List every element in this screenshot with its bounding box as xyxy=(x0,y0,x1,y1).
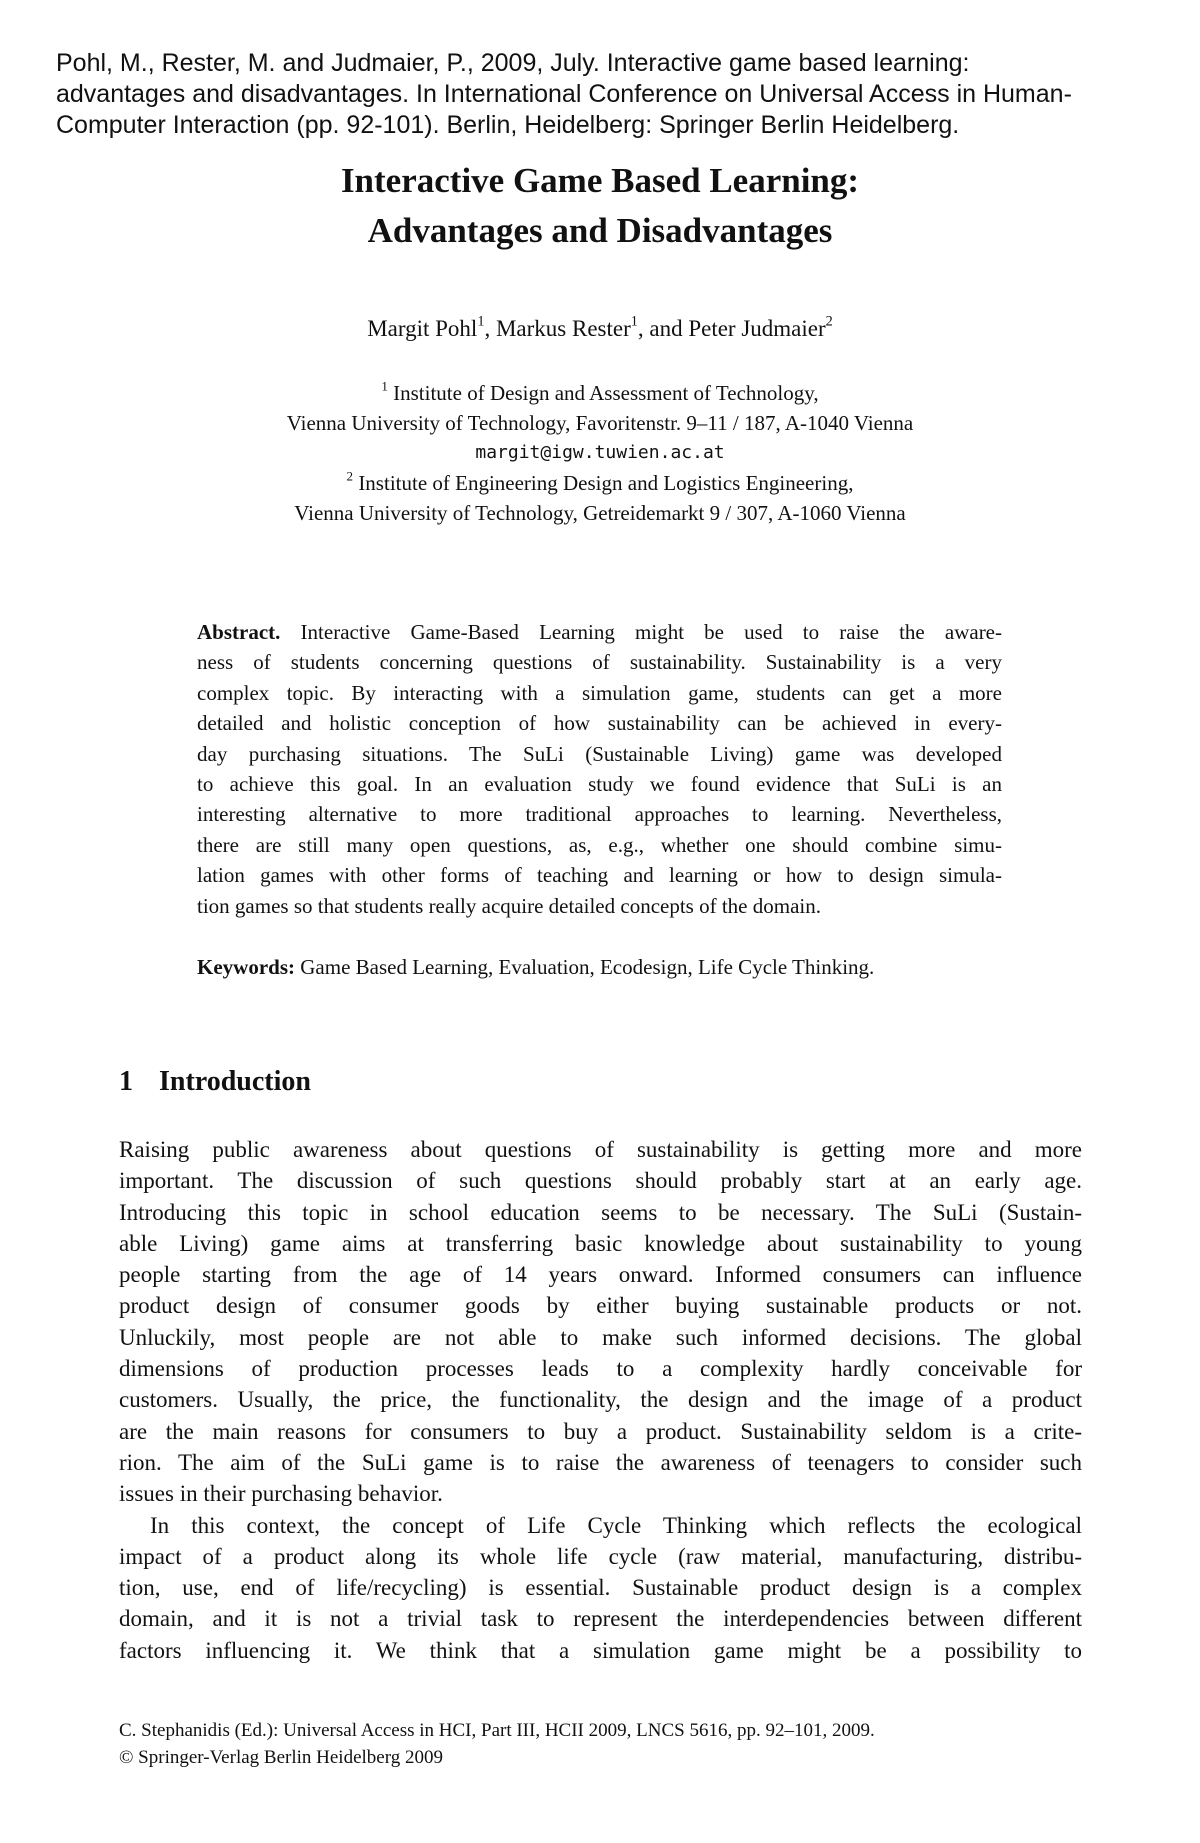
citation-line: advantages and disadvantages. In International Conference on Universal Access in Human- xyxy=(56,80,1072,108)
paper-title xyxy=(0,156,1200,256)
affiliation-1 xyxy=(0,378,1200,408)
paragraph-line: Introducing this topic in school education seems to be necessary. The SuLi (Sustain- xyxy=(119,1199,1082,1225)
author-separator: , and xyxy=(637,316,689,341)
affiliation-address: Vienna University of Technology, Getreidemarkt 9 / 307, A-1060 Vienna xyxy=(294,501,906,525)
citation-line: Pohl, M., Rester, M. and Judmaier, P., 2009, July. Interactive game based learning: xyxy=(56,49,970,77)
abstract-line: lation games with other forms of teaching and learning or how to design simula- xyxy=(197,863,1002,888)
paper-title-line: Interactive Game Based Learning: xyxy=(340,161,860,200)
paragraph-line: Unluckily, most people are not able to make such informed decisions. The global xyxy=(119,1324,1082,1350)
publication-footer xyxy=(119,1717,875,1771)
keywords xyxy=(197,952,1002,982)
section-title: Introduction xyxy=(159,1066,311,1097)
affiliation-mark: 2 xyxy=(346,468,354,484)
citation-line: Computer Interaction (pp. 92-101). Berlin, Heidelberg: Springer Berlin Heidelberg. xyxy=(56,111,960,139)
abstract-line: there are still many open questions, as, e.g., whether one should combine simu- xyxy=(197,832,1002,857)
author-name: Margit Pohl xyxy=(367,316,478,341)
paragraph-line: tion, use, end of life/recycling) is essential. Sustainable product design is a complex xyxy=(119,1575,1082,1601)
affiliation-mark: 1 xyxy=(381,378,388,394)
author-list xyxy=(0,314,1200,344)
abstract-line xyxy=(197,617,1002,647)
paragraph-line: domain, and it is not a trivial task to represent the interdependencies between different xyxy=(119,1606,1082,1632)
affiliation-institute: Institute of Engineering Design and Logistics Engineering, xyxy=(353,471,854,495)
paragraph-line: factors influencing it. We think that a simulation game might be a possibility to xyxy=(119,1637,1082,1663)
author-separator: , xyxy=(484,316,496,341)
author-name: Peter Judmaier xyxy=(688,316,826,341)
paragraph-line: Raising public awareness about questions of sustainability is getting more and more xyxy=(119,1137,1082,1162)
abstract-line: complex topic. By interacting with a simulation game, students can get a more xyxy=(197,680,1002,705)
section-heading xyxy=(119,1063,311,1101)
abstract-label: Abstract. xyxy=(197,620,281,644)
abstract-line: interesting alternative to more traditional approaches to learning. Nevertheless, xyxy=(197,802,1002,827)
abstract-line: tion games so that students really acquire detailed concepts of the domain. xyxy=(197,893,821,918)
paragraph-line: important. The discussion of such questions should probably start at an early age. xyxy=(119,1168,1082,1194)
affiliations xyxy=(0,378,1200,528)
author-email: margit@igw.tuwien.ac.at xyxy=(475,442,725,463)
abstract-line: ness of students concerning questions of sustainability. Sustainability is a very xyxy=(197,650,1002,675)
footer-line: C. Stephanidis (Ed.): Universal Access in HCI, Part III, HCII 2009, LNCS 5616, pp. 92–101, 2009. xyxy=(119,1720,875,1741)
paragraph-line: customers. Usually, the price, the functionality, the design and the image of a product xyxy=(119,1387,1082,1413)
abstract-text: Interactive Game-Based Learning might be used to raise the aware- xyxy=(280,620,1002,644)
affiliation-institute: Institute of Design and Assessment of Technology, xyxy=(387,381,819,405)
paragraph-line: people starting from the age of 14 years onward. Informed consumers can influence xyxy=(119,1262,1082,1288)
paragraph-line: impact of a product along its whole life cycle (raw material, manufacturing, distribu- xyxy=(119,1543,1082,1569)
citation-header xyxy=(56,48,1176,141)
author-affiliation-mark: 1 xyxy=(630,313,638,330)
paragraph-line: able Living) game aims at transferring basic knowledge about sustainability to young xyxy=(119,1230,1082,1256)
author-affiliation-mark: 1 xyxy=(477,313,485,330)
keywords-label: Keywords: xyxy=(197,955,295,979)
section-number: 1 xyxy=(119,1066,133,1097)
author-affiliation-mark: 2 xyxy=(825,313,833,330)
abstract-line: detailed and holistic conception of how sustainability can be achieved in every- xyxy=(197,711,1002,736)
paragraph-line: issues in their purchasing behavior. xyxy=(119,1481,443,1507)
paragraph-line: dimensions of production processes leads to a complexity hardly conceivable for xyxy=(119,1356,1082,1382)
paragraph-line: are the main reasons for consumers to buy a product. Sustainability seldom is a crite- xyxy=(119,1418,1082,1444)
author-name: Markus Rester xyxy=(495,316,631,341)
paragraph-line: rion. The aim of the SuLi game is to raise the awareness of teenagers to consider such xyxy=(119,1449,1082,1475)
paragraph-line: In this context, the concept of Life Cycle Thinking which reflects the ecological xyxy=(150,1512,1082,1538)
abstract-line: day purchasing situations. The SuLi (Sustainable Living) game was developed xyxy=(197,741,1002,766)
paper-title-line: Advantages and Disadvantages xyxy=(367,211,833,250)
abstract-line: to achieve this goal. In an evaluation study we found evidence that SuLi is an xyxy=(197,772,1002,797)
keywords-text: Game Based Learning, Evaluation, Ecodesign, Life Cycle Thinking. xyxy=(295,955,875,979)
abstract xyxy=(197,617,1002,921)
body-text xyxy=(119,1134,1082,1666)
affiliation-2 xyxy=(0,468,1200,498)
affiliation-address: Vienna University of Technology, Favoritenstr. 9–11 / 187, A-1040 Vienna xyxy=(286,411,914,435)
footer-line: © Springer-Verlag Berlin Heidelberg 2009 xyxy=(119,1747,443,1768)
paragraph-line: product design of consumer goods by either buying sustainable products or not. xyxy=(119,1293,1082,1319)
